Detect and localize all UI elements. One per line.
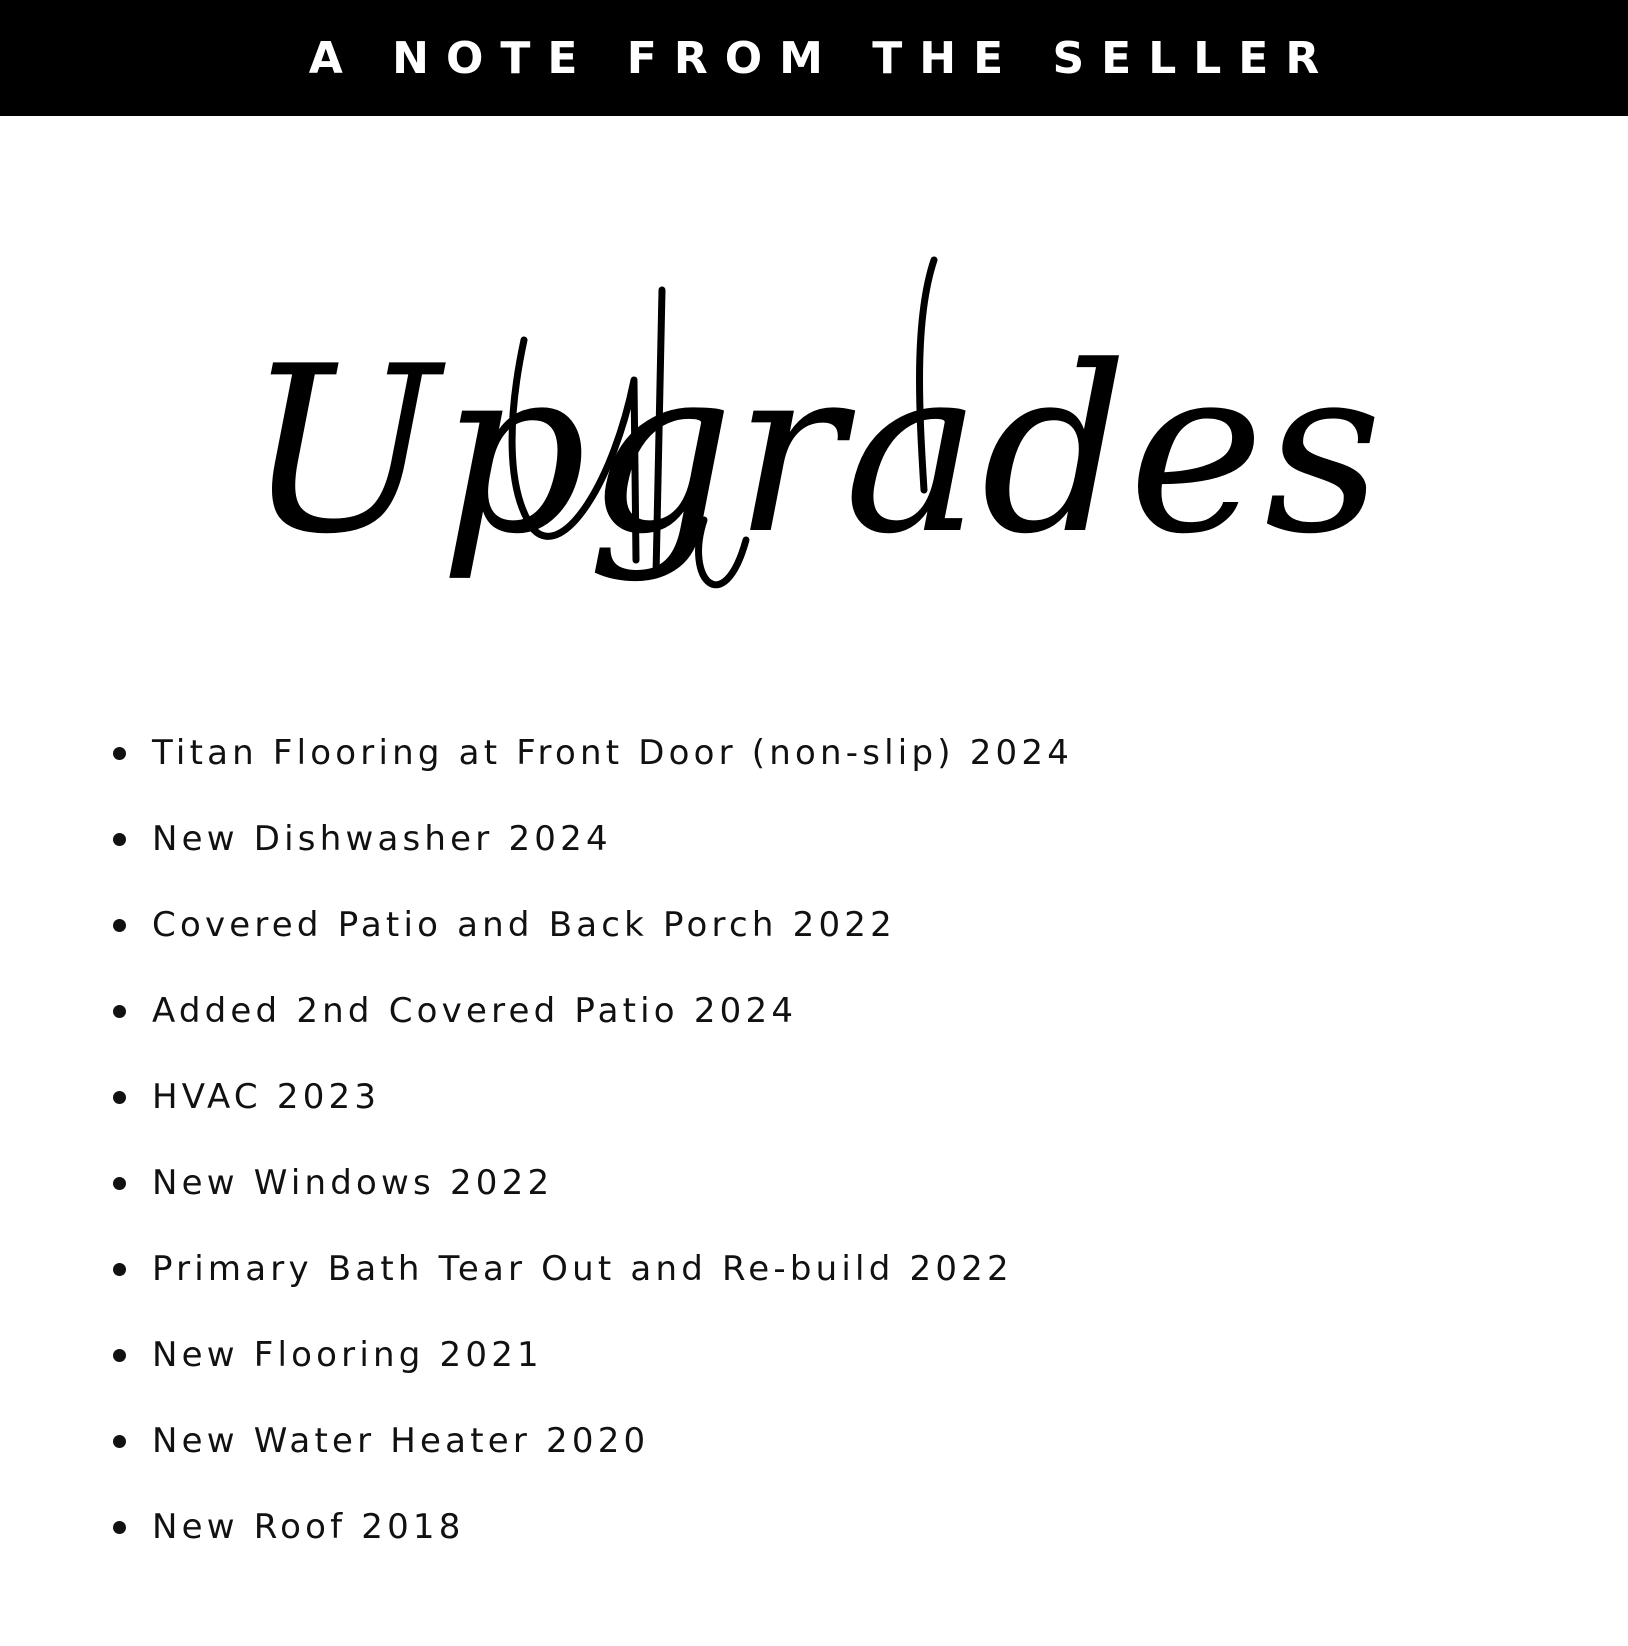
bullet-icon — [113, 1263, 126, 1276]
list-item-text: New Windows 2022 — [152, 1163, 554, 1203]
list-item-text: New Flooring 2021 — [152, 1335, 543, 1375]
script-heading — [0, 230, 1628, 610]
header-title: A NOTE FROM THE SELLER — [308, 32, 1337, 84]
list-item-text: New Roof 2018 — [152, 1507, 465, 1547]
script-heading-text: Upgrades — [245, 318, 1383, 585]
script-heading-graphic — [245, 230, 1383, 610]
list-item-text: New Dishwasher 2024 — [152, 819, 612, 859]
bullet-icon — [113, 1091, 126, 1104]
list-item-text: Titan Flooring at Front Door (non-slip) 2024 — [152, 733, 1074, 773]
list-item-text: Covered Patio and Back Porch 2022 — [152, 905, 896, 945]
bullet-icon — [113, 1349, 126, 1362]
bullet-icon — [113, 919, 126, 932]
list-item-text: HVAC 2023 — [152, 1077, 381, 1117]
bullet-icon — [113, 1005, 126, 1018]
list-item-text: New Water Heater 2020 — [152, 1421, 650, 1461]
list-item-text: Primary Bath Tear Out and Re-build 2022 — [152, 1249, 1013, 1289]
bullet-icon — [113, 747, 126, 760]
bullet-icon — [113, 1177, 126, 1190]
list-item-text: Added 2nd Covered Patio 2024 — [152, 991, 798, 1031]
bullet-icon — [113, 1521, 126, 1534]
bullet-icon — [113, 833, 126, 846]
bullet-icon — [113, 1435, 126, 1448]
header-banner — [0, 0, 1628, 116]
